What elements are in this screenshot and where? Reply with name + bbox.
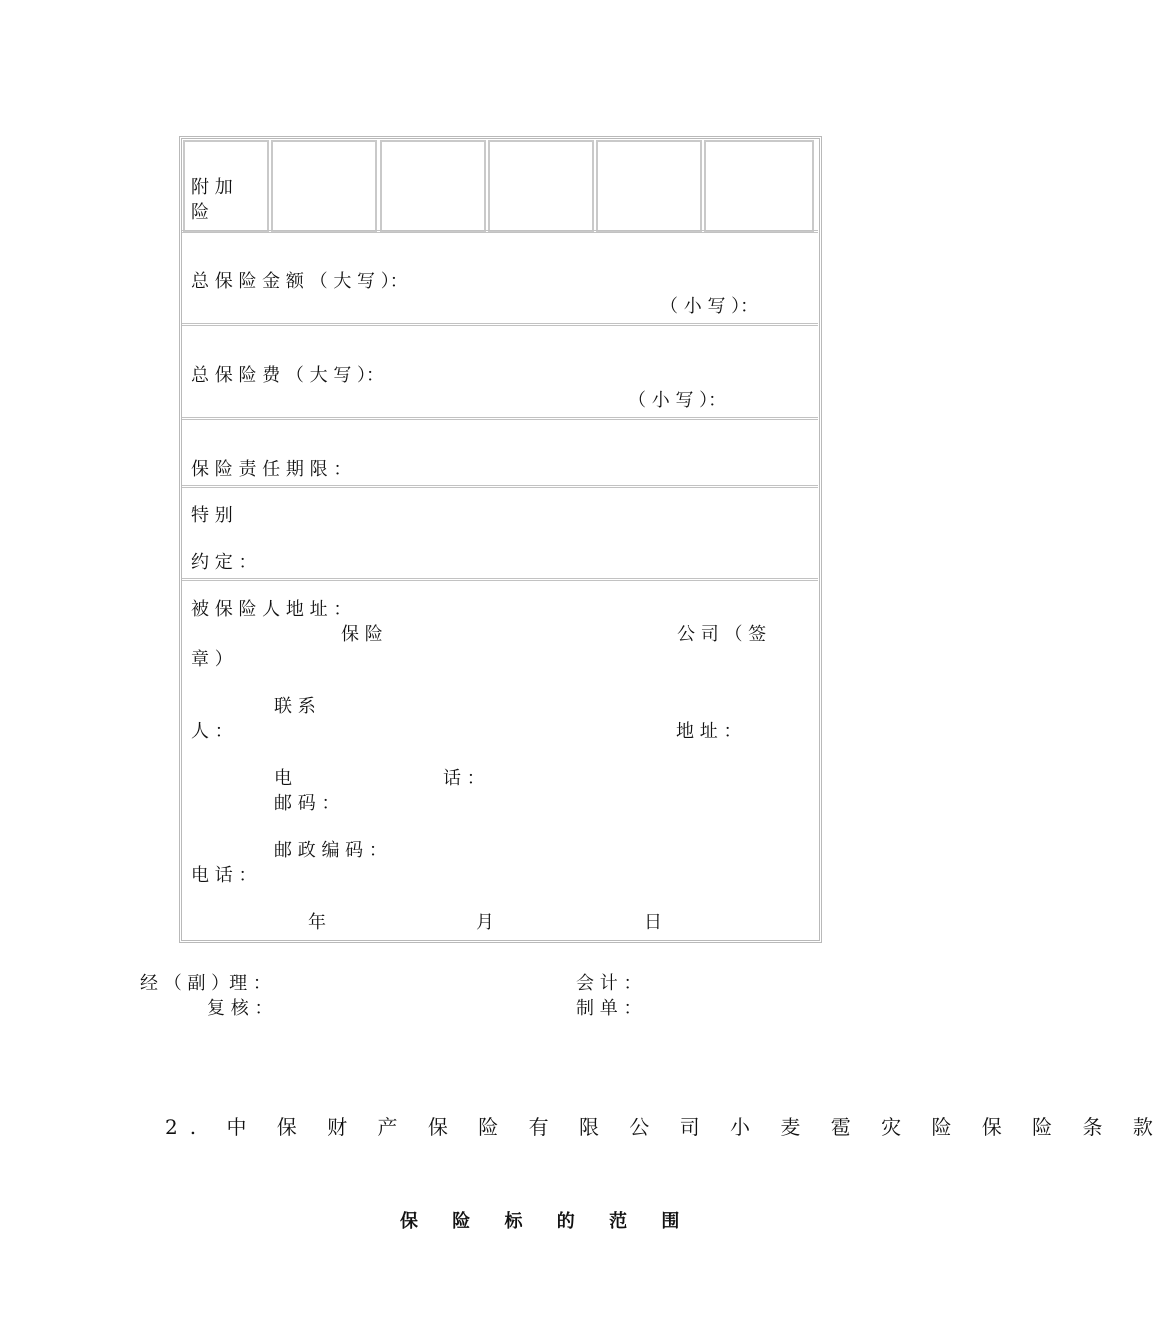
table-cell (704, 140, 814, 232)
row-divider (182, 323, 818, 326)
contact-bottom: 人 ： (191, 721, 233, 742)
section-title: 2. 中 保 财 产 保 险 有 限 公 司 小 麦 雹 灾 险 保 险 条 款 (165, 1115, 1165, 1139)
total-sum-upper: 总 保 险 金 额 （ 大 写 ）： (191, 271, 408, 292)
form-table (179, 136, 822, 943)
insurance-period: 保 险 责 任 期 限 ： (191, 459, 352, 480)
date-year: 年 (308, 912, 326, 933)
special-terms-line1: 特 别 (191, 505, 233, 526)
row-divider (182, 578, 818, 581)
manager-label: 经 （ 副 ）理 ： (140, 973, 271, 994)
table-cell (488, 140, 594, 232)
total-premium-lower: （ 小 写 ）： (628, 390, 727, 411)
table-cell (380, 140, 486, 232)
phone-bottom: 电 话 ： (191, 865, 257, 886)
row-divider (182, 230, 818, 233)
insured-address: 被 保 险 人 地 址 ： (191, 599, 352, 620)
accountant-label: 会 计 ： (576, 973, 642, 994)
table-cell (271, 140, 377, 232)
section-subtitle: 保 险 标 的 范 围 (400, 1211, 694, 1232)
phone-a: 电 (274, 768, 292, 789)
company-right: 公 司 （ 签 (677, 624, 767, 645)
postal-code-label: 邮 政 编 码 ： (274, 840, 387, 861)
row-divider (182, 417, 818, 420)
row-divider (182, 485, 818, 488)
company-left: 保 险 (341, 624, 383, 645)
date-day: 日 (644, 912, 662, 933)
phone-b: 话 ： (443, 768, 485, 789)
seal-label: 章 ） (191, 649, 233, 670)
rider-label-line1: 附 加 (191, 177, 233, 198)
special-terms-line2: 约 定 ： (191, 552, 257, 573)
total-sum-lower: （ 小 写 ）： (660, 296, 759, 317)
contact-top: 联 系 (274, 696, 316, 717)
zip-label: 邮 码 ： (274, 793, 340, 814)
total-premium-upper: 总 保 险 费 （ 大 写 ）： (191, 365, 385, 386)
maker-label: 制 单 ： (576, 998, 642, 1019)
table-cell (596, 140, 702, 232)
rider-label-line2: 险 (191, 202, 209, 223)
reviewer-label: 复 核 ： (207, 998, 273, 1019)
date-month: 月 (476, 912, 494, 933)
address-right: 地 址 ： (676, 721, 742, 742)
